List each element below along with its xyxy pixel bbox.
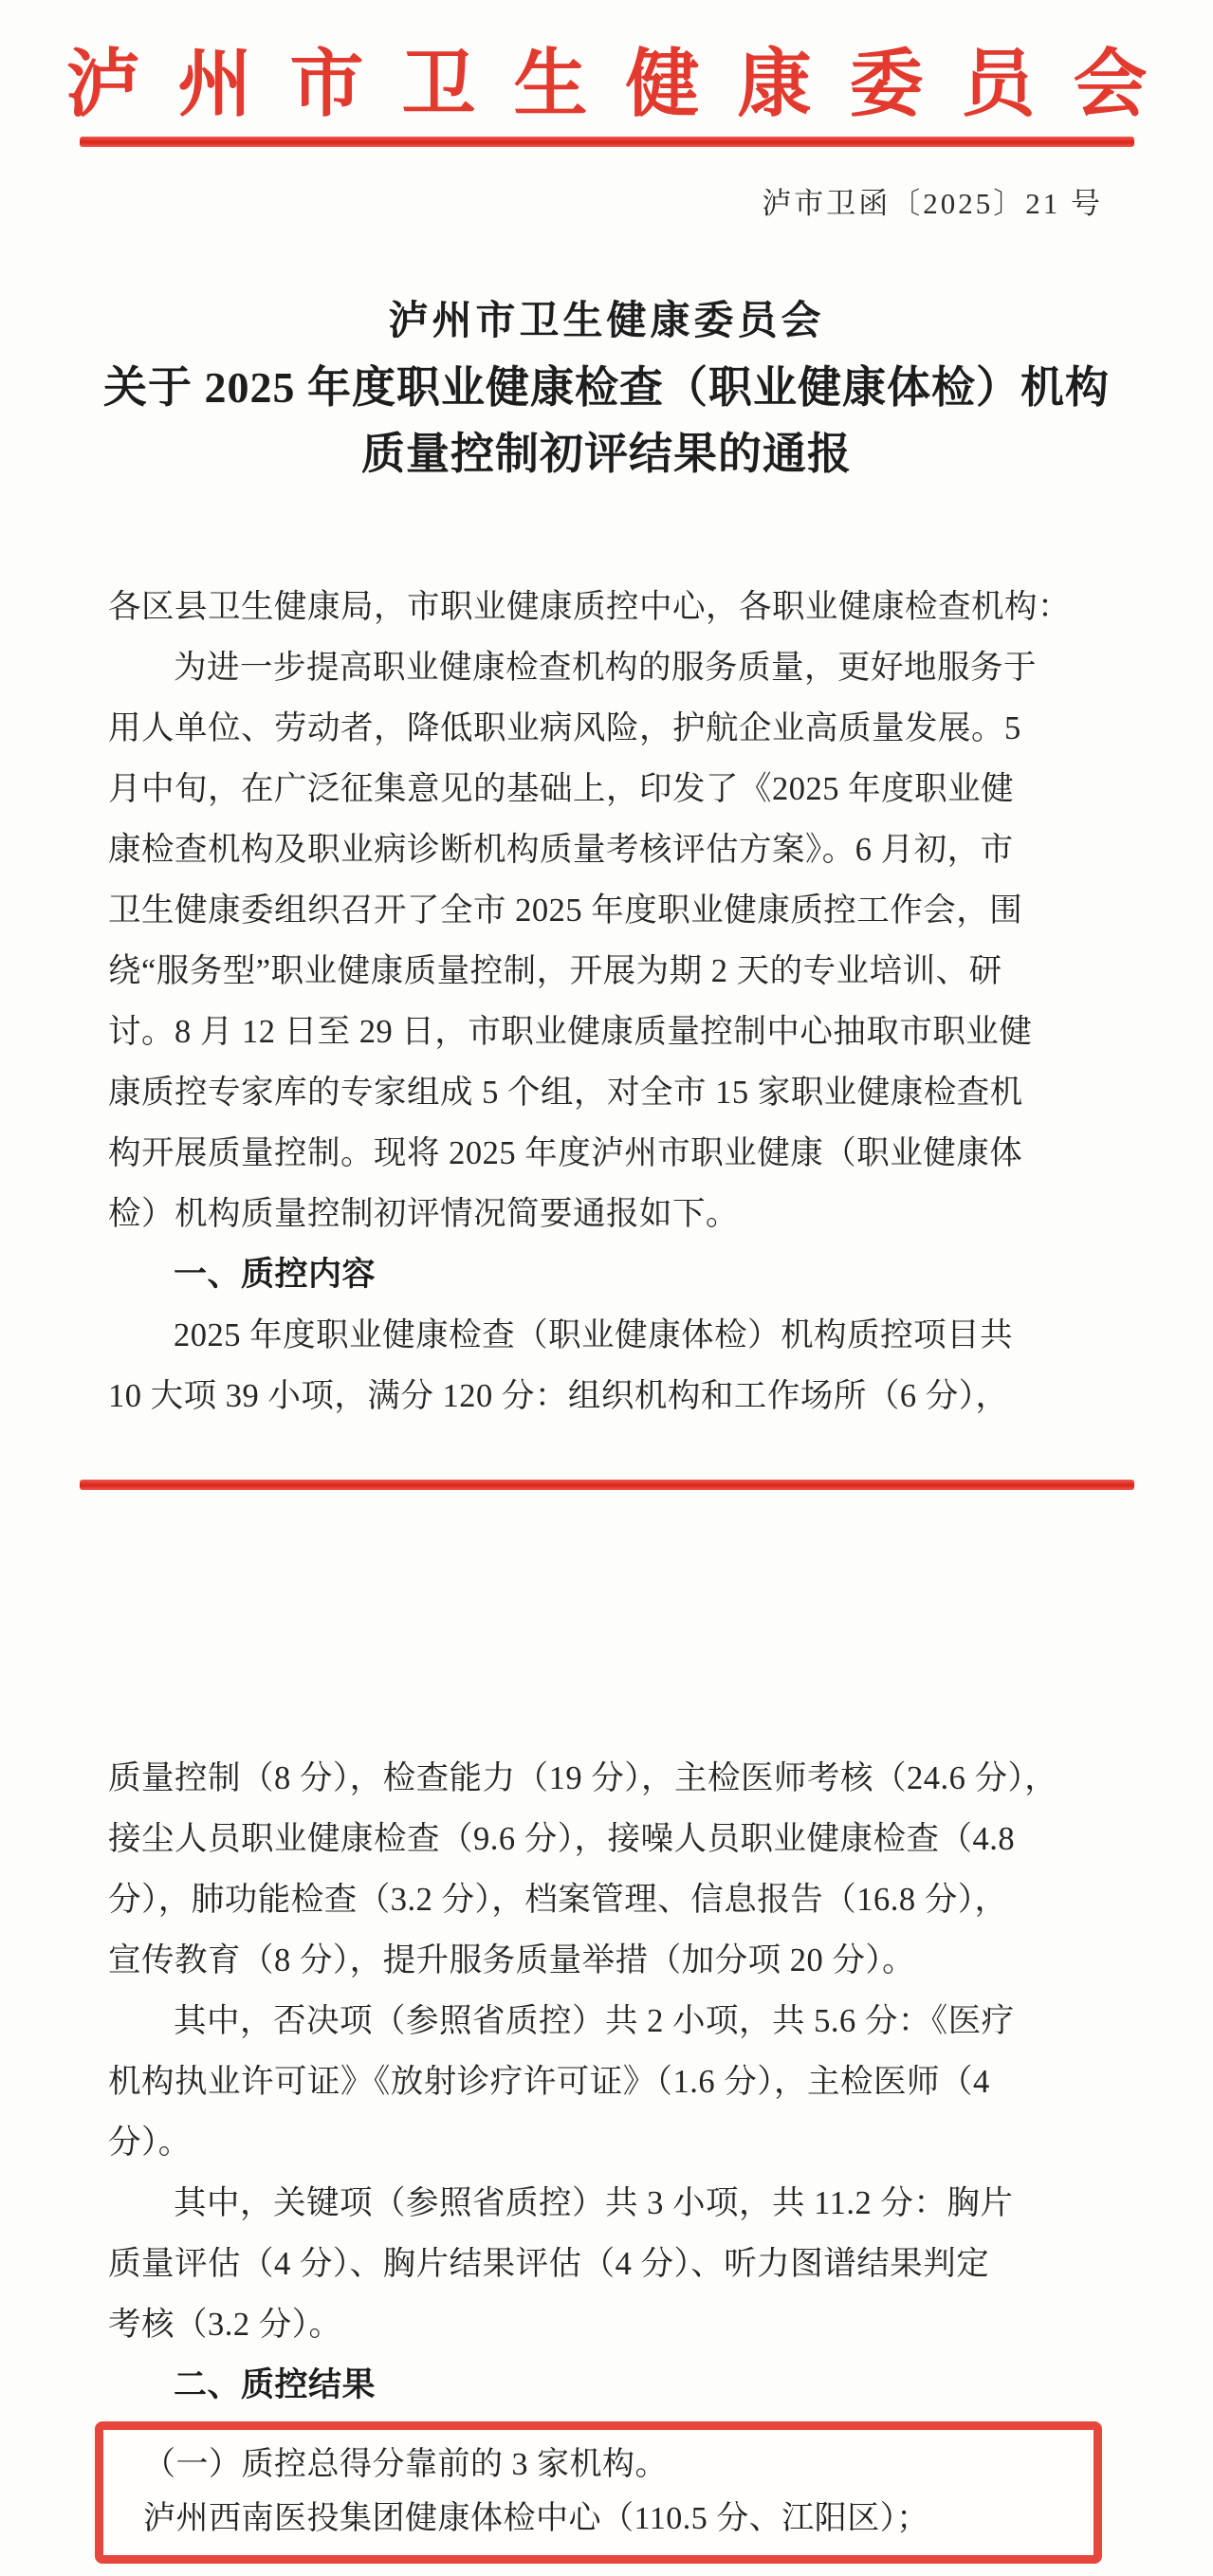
salutation-line: 各区县卫生健康局，市职业健康质控中心，各职业健康检查机构： <box>108 589 1071 625</box>
body-line: 构开展质量控制。现将 2025 年度泸州市职业健康（职业健康体 <box>108 1135 1023 1171</box>
body-line: 考核（3.2 分）。 <box>108 2307 342 2343</box>
document-title-line-1: 泸州市卫生健康委员会 <box>388 300 825 343</box>
section-heading-1: 一、质控内容 <box>174 1256 377 1293</box>
document-title-line-3: 质量控制初评结果的通报 <box>361 430 852 478</box>
body-line: 卫生健康委组织召开了全市 2025 年度职业健康质控工作会，围 <box>108 892 1023 929</box>
body-line: 康质控专家库的专家组成 5 个组，对全市 15 家职业健康检查机 <box>108 1075 1023 1111</box>
body-line: 2025 年度职业健康检查（职业健康体检）机构质控项目共 <box>174 1317 1014 1353</box>
highlight-line-top3-heading: （一）质控总得分靠前的 3 家机构。 <box>143 2447 668 2482</box>
body-line: 其中，否决项（参照省质控）共 2 小项，共 5.6 分：《医疗 <box>174 2003 1015 2039</box>
letterhead-org-name: 泸州市卫生健康委员会 <box>65 43 1185 125</box>
body-line: 讨。8 月 12 日至 29 日，市职业健康质量控制中心抽取市职业健 <box>108 1014 1033 1050</box>
section-heading-2: 二、质控结果 <box>174 2366 377 2403</box>
body-page-2 <box>108 1748 1105 2416</box>
body-line: 接尘人员职业健康检查（9.6 分），接噪人员职业健康检查（4.8 <box>108 1821 1016 1857</box>
body-line: 检）机构质量控制初评情况简要通报如下。 <box>108 1196 739 1232</box>
body-line: 其中，关键项（参照省质控）共 3 小项，共 11.2 分：胸片 <box>174 2185 1014 2221</box>
body-line: 月中旬，在广泛征集意见的基础上，印发了《2025 年度职业健 <box>108 771 1015 807</box>
body-line: 康检查机构及职业病诊断机构质量考核评估方案》。6 月初，市 <box>108 832 1014 868</box>
body-line: 用人单位、劳动者，降低职业病风险，护航企业高质量发展。5 <box>108 710 1021 746</box>
body-line: 分）。 <box>108 2125 192 2161</box>
document-title-line-2: 关于 2025 年度职业健康检查（职业健康体检）机构 <box>103 363 1110 412</box>
body-line: 分），肺功能检查（3.2 分），档案管理、信息报告（16.8 分）， <box>108 1882 1008 1918</box>
body-line: 质量评估（4 分）、胸片结果评估（4 分）、听力图谱结果判定 <box>108 2246 990 2282</box>
document-title <box>0 288 1213 488</box>
red-highlight-box <box>95 2421 1102 2564</box>
letterhead-red-rule <box>80 137 1134 147</box>
page-separator-red-rule <box>80 1480 1134 1490</box>
document-number: 泸市卫函〔2025〕21 号 <box>762 187 1103 220</box>
body-line: 质量控制（8 分），检查能力（19 分），主检医师考核（24.6 分）， <box>108 1760 1058 1796</box>
body-line: 为进一步提高职业健康检查机构的服务质量，更好地服务于 <box>174 650 1037 686</box>
body-line: 绕“服务型”职业健康质量控制，开展为期 2 天的专业培训、研 <box>108 953 1002 989</box>
body-line: 10 大项 39 小项，满分 120 分：组织机构和工作场所（6 分）， <box>108 1378 1009 1414</box>
body-line: 机构执业许可证》《放射诊疗许可证》（1.6 分），主检医师（4 <box>108 2064 990 2100</box>
body-page-1 <box>108 577 1105 1426</box>
highlight-line-institution: 泸州西南医投集团健康体检中心（110.5 分、江阳区）； <box>143 2501 929 2536</box>
body-line: 宣传教育（8 分），提升服务质量举措（加分项 20 分）。 <box>108 1942 916 1978</box>
